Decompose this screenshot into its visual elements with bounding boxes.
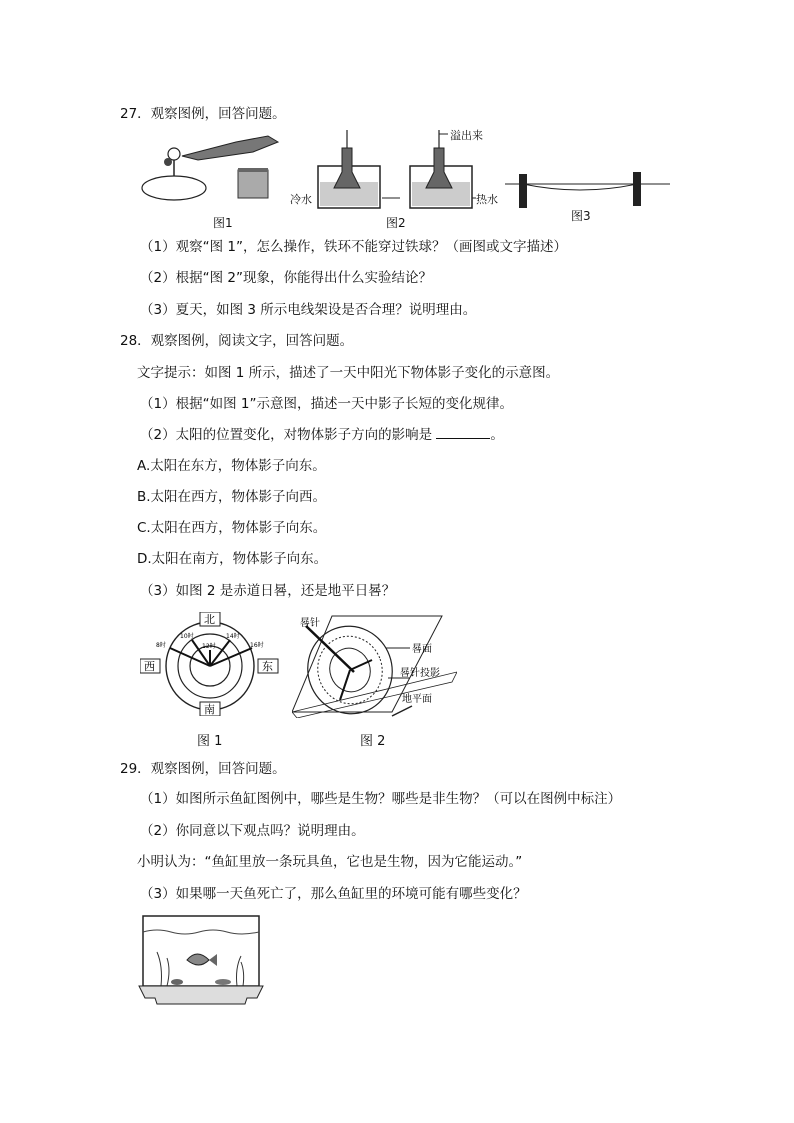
q27-fig2-caption: 图2	[386, 216, 406, 230]
q28-question-3: （3）如图 2 是赤道日晷，还是地平日晷？	[140, 583, 396, 599]
q28-question-2-end: 。	[490, 427, 504, 443]
time-14: 14时	[226, 633, 240, 640]
q27-fig2-cold-label: 冷水	[290, 193, 312, 206]
answer-blank	[436, 426, 490, 439]
q27-question-1: （1）观察“图 1”，怎么操作，铁环不能穿过铁球？（画图或文字描述）	[140, 239, 567, 255]
q27-figure-1-ring-ball	[138, 130, 288, 215]
sundial-face-label: 晷面	[412, 644, 432, 655]
q28-figure-2-sundial	[292, 612, 457, 718]
q27-question-2: （2）根据“图 2”现象，你能得出什么实验结论？	[140, 270, 432, 286]
q27-figure-3-wires	[505, 170, 670, 210]
q29-quote: 小明认为：“鱼缸里放一条玩具鱼，它也是生物，因为它能运动。”	[137, 854, 523, 870]
q27-fig2-hot-label: 热水	[476, 193, 498, 206]
q28-title: 28．观察图例，阅读文字，回答问题。	[120, 333, 354, 349]
q29-question-1: （1）如图所示鱼缸图例中，哪些是生物？哪些是非生物？（可以在图例中标注）	[140, 791, 622, 807]
time-10: 10时	[180, 633, 194, 640]
q27-fig1-caption: 图1	[213, 216, 233, 230]
compass-south: 南	[204, 703, 215, 716]
option-a: A.太阳在东方，物体影子向东。	[137, 458, 326, 474]
compass-west: 西	[144, 660, 155, 673]
q29-title: 29．观察图例，回答问题。	[120, 761, 286, 777]
q28-question-2	[140, 426, 504, 444]
sundial-ground-label: 地平面	[402, 694, 432, 705]
option-c: C.太阳在西方，物体影子向东。	[137, 520, 327, 536]
q28-hint: 文字提示：如图 1 所示，描述了一天中阳光下物体影子变化的示意图。	[137, 365, 560, 381]
q27-question-3: （3）夏天，如图 3 所示电线架设是否合理？说明理由。	[140, 302, 477, 318]
time-8: 8时	[156, 642, 166, 649]
compass-east: 东	[262, 660, 273, 673]
q29-question-2: （2）你同意以下观点吗？说明理由。	[140, 823, 365, 839]
q28-fig2-caption: 图 2	[360, 734, 386, 749]
q28-question-2-text: （2）太阳的位置变化，对物体影子方向的影响是	[140, 427, 433, 443]
q27-title: 27．观察图例，回答问题。	[120, 106, 286, 122]
q28-figure-1-shadow-compass	[140, 612, 280, 716]
q29-question-3: （3）如果哪一天鱼死亡了，那么鱼缸里的环境可能有哪些变化？	[140, 886, 527, 902]
time-16: 16时	[250, 642, 264, 649]
compass-north: 北	[204, 613, 215, 626]
q27-fig3-caption: 图3	[571, 209, 591, 223]
time-12: 12时	[202, 643, 216, 650]
q28-question-1: （1）根据“如图 1”示意图，描述一天中影子长短的变化规律。	[140, 396, 513, 412]
option-b: B.太阳在西方，物体影子向西。	[137, 489, 327, 505]
sundial-shadow-label: 晷针投影	[400, 668, 440, 679]
sundial-needle-label: 晷针	[300, 618, 320, 629]
q28-fig1-caption: 图 1	[197, 734, 223, 749]
q29-figure-fish-tank	[137, 910, 265, 1005]
q27-fig2-overflow-label: 溢出来	[450, 129, 483, 142]
option-d: D.太阳在南方，物体影子向东。	[137, 551, 328, 567]
